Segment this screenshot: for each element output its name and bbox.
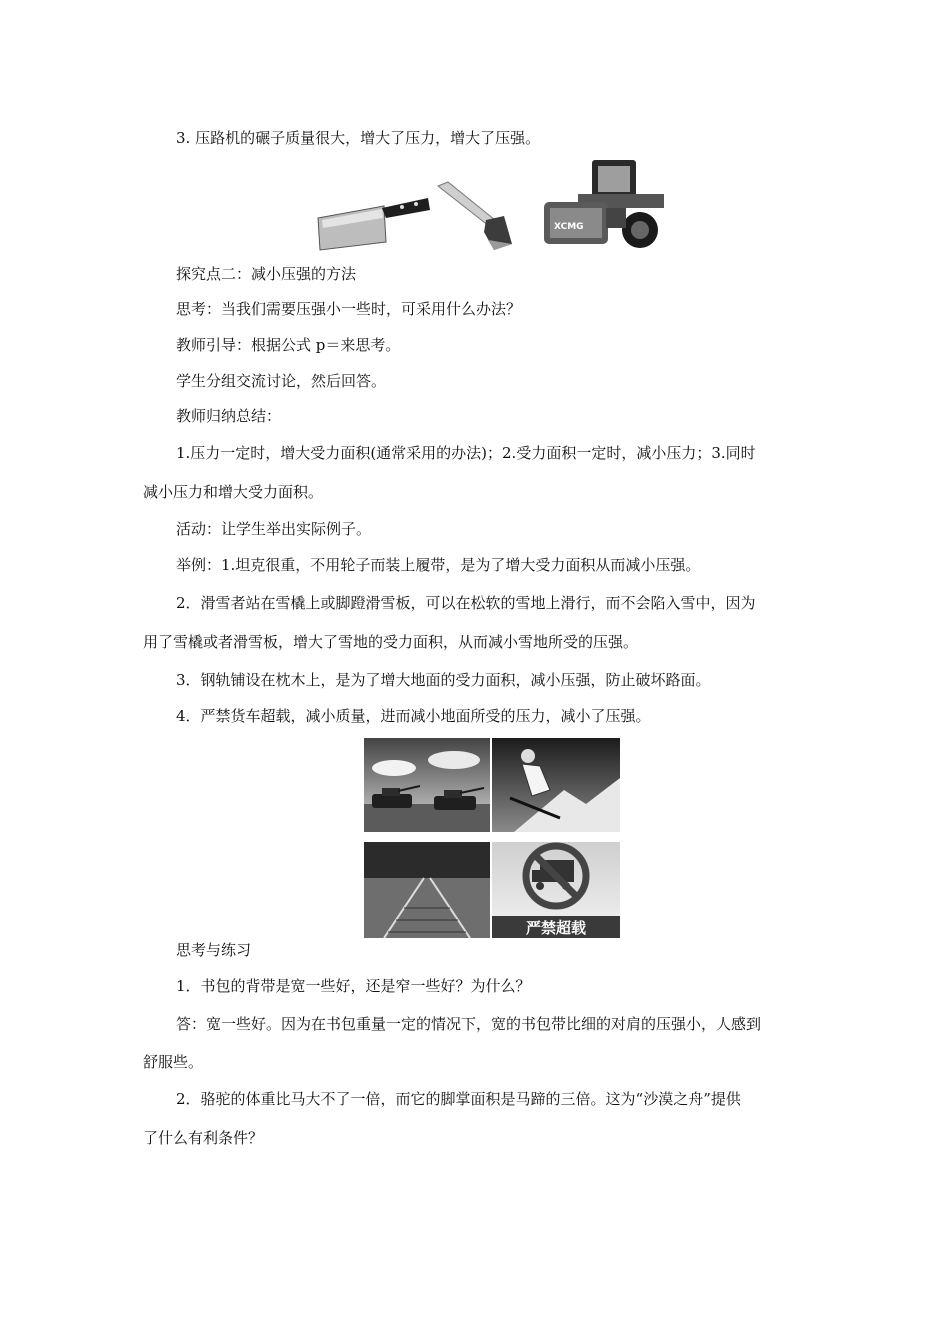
text-line: 了什么有利条件？ [143, 1129, 264, 1147]
railway-photo [364, 842, 490, 938]
text-line: 举例：1.坦克很重，不用轮子而装上履带，是为了增大受力面积从而减小压强。 [176, 556, 701, 574]
text-line: 2．滑雪者站在雪橇上或脚蹬滑雪板，可以在松软的雪地上滑行，而不会陷入雪中，因为 [176, 594, 756, 612]
cleaver-image [318, 198, 430, 250]
text-line: 2．骆驼的体重比马大不了一倍，而它的脚掌面积是马蹄的三倍。这为“沙漠之舟”提供 [176, 1090, 741, 1108]
text-line: 1．书包的背带是宽一些好，还是窄一些好？为什么？ [176, 977, 531, 995]
text-line: 3. 压路机的碾子质量很大，增大了压力，增大了压强。 [176, 129, 541, 147]
text-line: 舒服些。 [143, 1053, 204, 1071]
text-line: 思考：当我们需要压强小一些时，可采用什么办法？ [176, 300, 522, 318]
text-line: 减小压力和增大受力面积。 [143, 483, 324, 501]
text-line: 3．钢轨铺设在枕木上，是为了增大地面的受力面积，减小压强，防止破坏路面。 [176, 671, 711, 689]
axe-image [438, 182, 512, 250]
text-line: 学生分组交流讨论，然后回答。 [176, 372, 387, 390]
text-line: 教师引导：根据公式 p＝来思考。 [176, 336, 401, 354]
tanks-photo [364, 738, 490, 832]
text-line: 用了雪橇或者滑雪板，增大了雪地的受力面积，从而减小雪地所受的压强。 [143, 633, 639, 651]
skier-photo [492, 738, 620, 832]
text-line: 答：宽一些好。因为在书包重量一定的情况下，宽的书包带比细的对肩的压强小，人感到 [176, 1015, 762, 1033]
tools-illustration [316, 158, 672, 254]
examples-photo-grid [364, 738, 620, 938]
text-line: 教师归纳总结： [176, 407, 282, 425]
text-line: 1.压力一定时，增大受力面积(通常采用的办法)；2.受力面积一定时，减小压力；3.同时 [176, 444, 756, 462]
road-roller-image [544, 160, 664, 248]
sign-caption: 严禁超载 [525, 919, 587, 937]
no-overload-sign [492, 842, 620, 938]
text-line: 活动：让学生举出实际例子。 [176, 520, 372, 538]
section-heading: 思考与练习 [176, 941, 252, 959]
roller-brand-label: XCMG [554, 222, 584, 232]
section-heading: 探究点二：减小压强的方法 [176, 265, 357, 283]
text-line: 4．严禁货车超载，减小质量，进而减小地面所受的压力，减小了压强。 [176, 707, 651, 725]
